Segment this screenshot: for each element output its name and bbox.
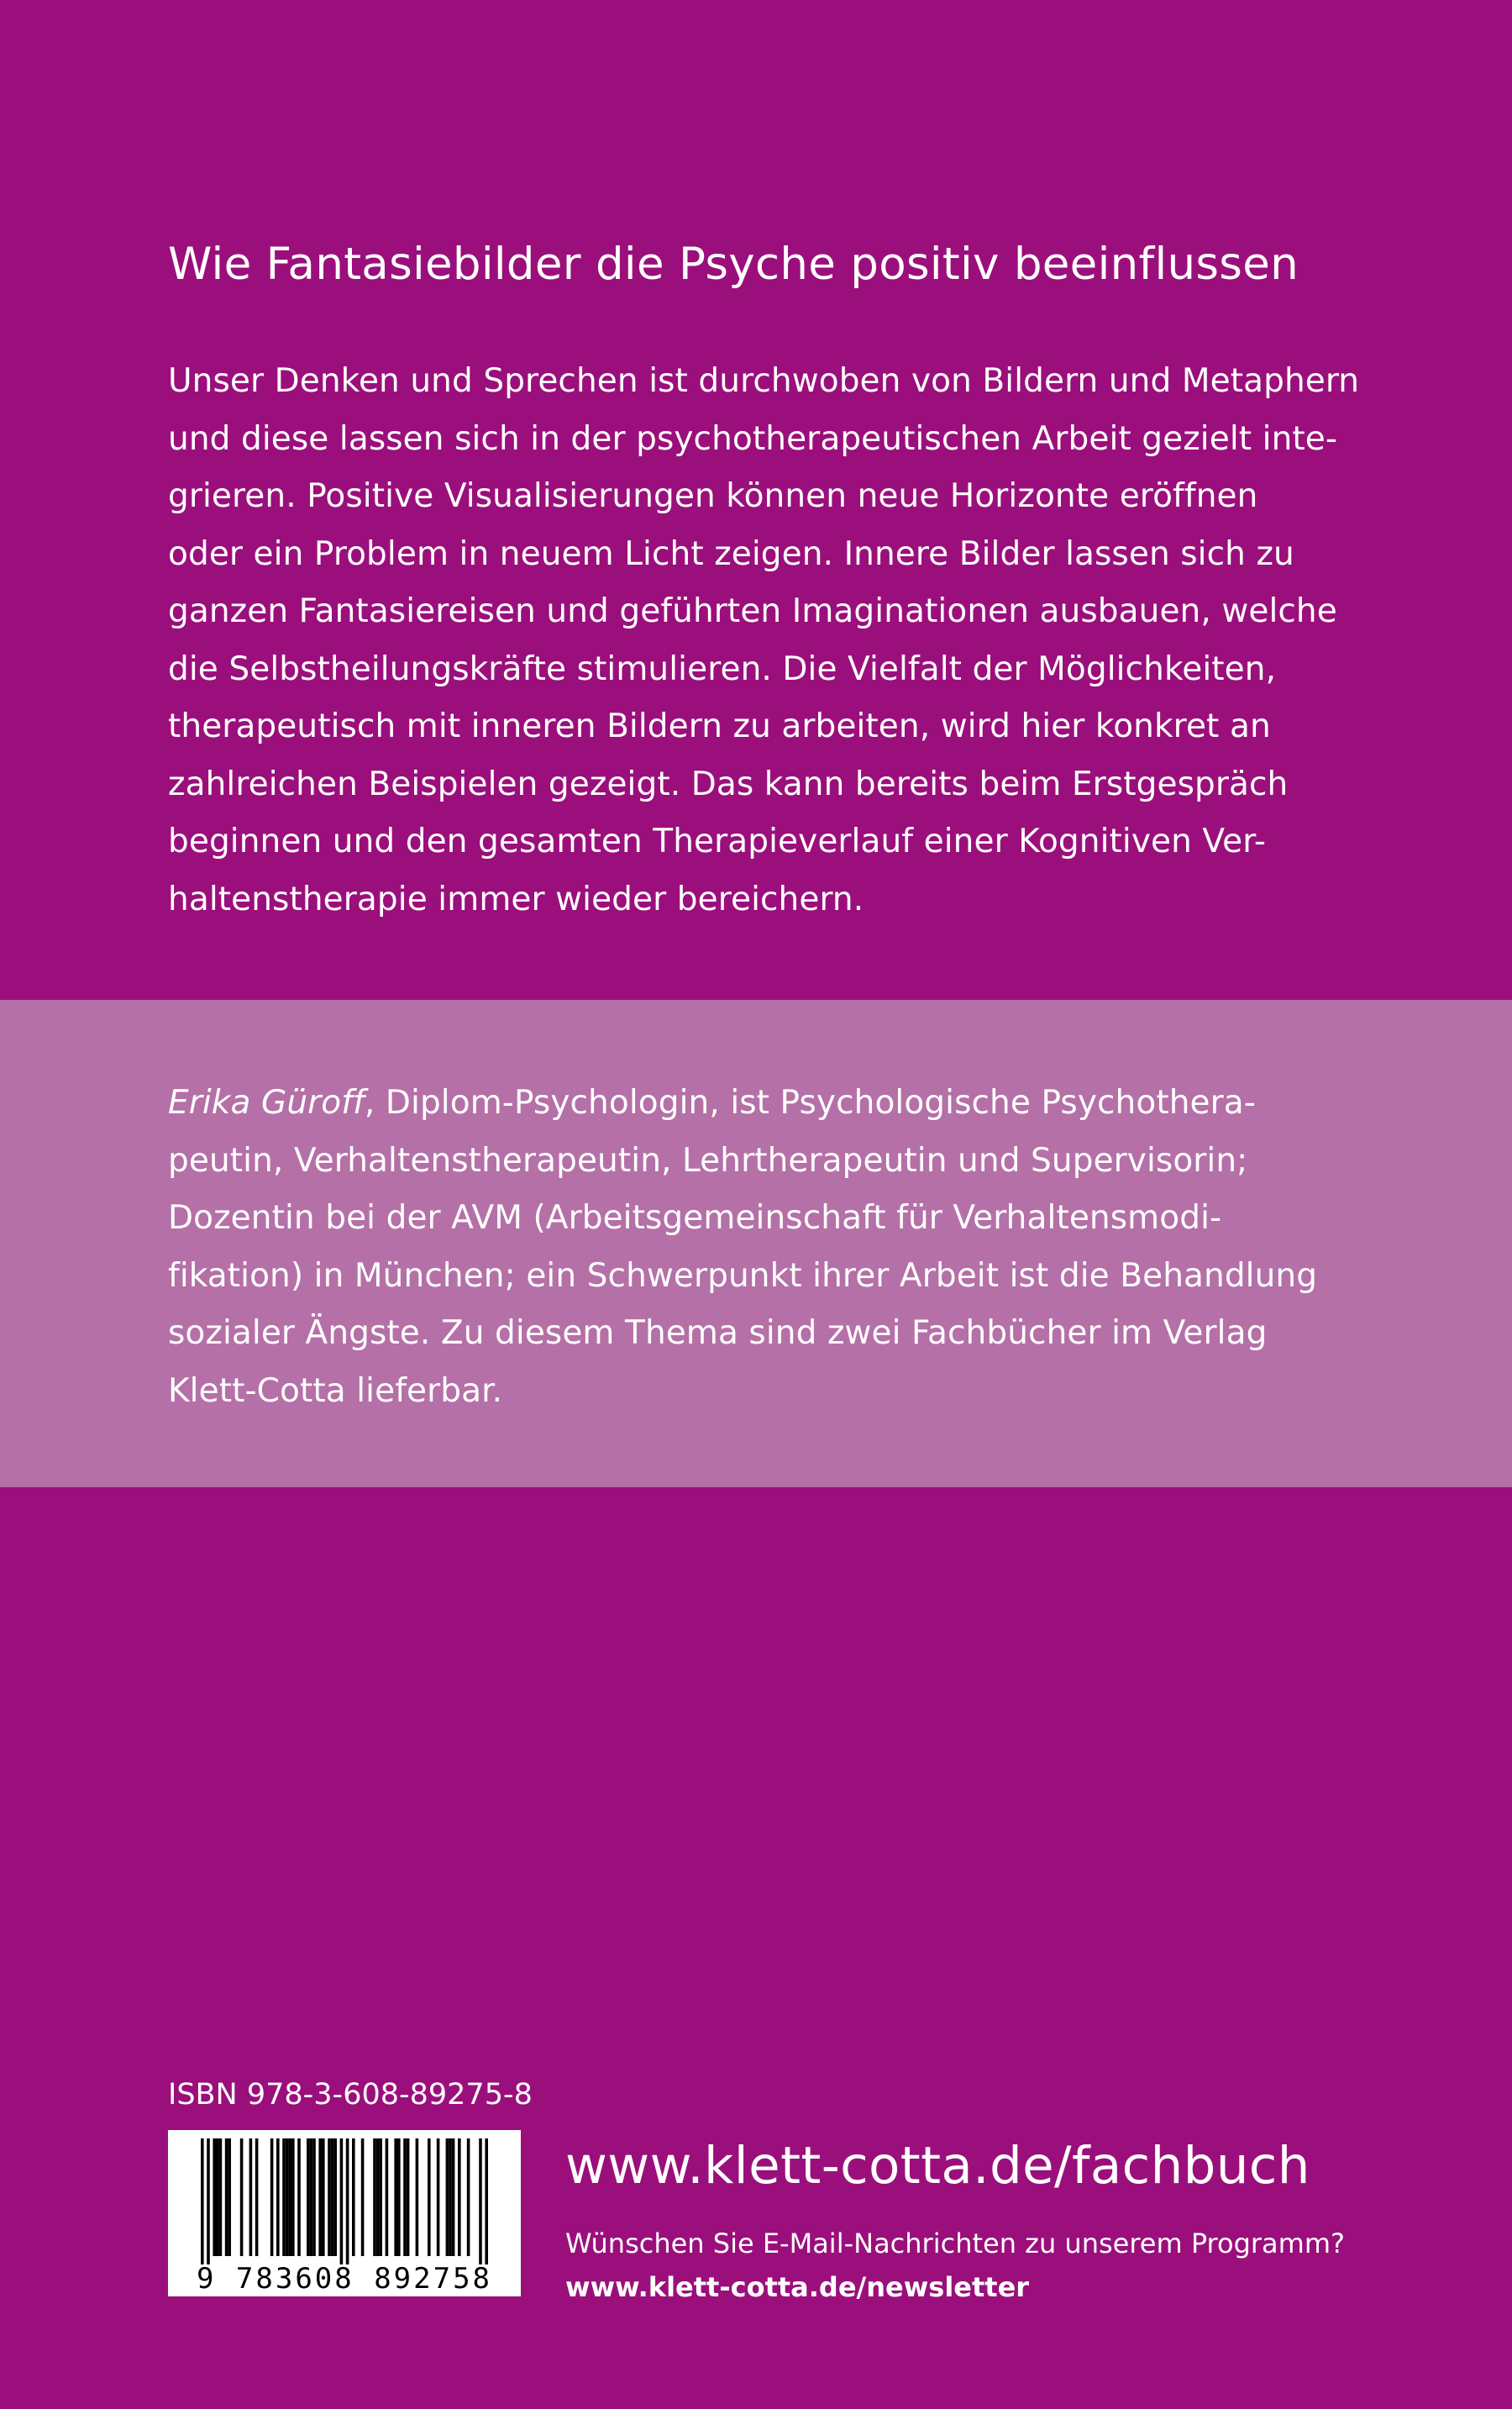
- newsletter-link[interactable]: www.klett-cotta.de/newsletter: [565, 2271, 1030, 2303]
- bio-line: Klett-Cotta lieferbar.: [168, 1371, 503, 1410]
- barcode-bar: [291, 2138, 295, 2256]
- barcode-bar: [446, 2138, 449, 2256]
- barcode-bar: [376, 2138, 380, 2256]
- blurb-line: und diese lassen sich in der psychotherapeutischen Arbeit gezielt inte-: [168, 419, 1338, 458]
- barcode-bar: [403, 2138, 407, 2256]
- author-bio: [168, 1075, 1394, 1420]
- blurb-line: grieren. Positive Visualisierungen können neue Horizonte eröffnen: [168, 477, 1258, 515]
- isbn-number: ISBN 978-3-608-89275-8: [168, 2078, 533, 2112]
- barcode-bar: [379, 2138, 382, 2256]
- barcode-bar: [386, 2138, 389, 2256]
- newsletter-question: Wünschen Sie E-Mail-Nachrichten zu unserem Programm?: [565, 2228, 1345, 2259]
- barcode-bar: [318, 2138, 322, 2256]
- barcode-bar: [213, 2138, 216, 2256]
- barcode-bar: [346, 2138, 349, 2264]
- barcode-graphic: [168, 2130, 521, 2296]
- barcode-bar: [352, 2138, 355, 2256]
- barcode-bar: [479, 2138, 482, 2264]
- barcode-bar: [485, 2138, 488, 2264]
- barcode-bar: [219, 2138, 223, 2256]
- barcode-bar: [458, 2138, 461, 2256]
- barcode-bar: [437, 2138, 440, 2256]
- barcode-bar: [225, 2138, 228, 2256]
- barcode-bar: [216, 2138, 219, 2256]
- barcode-bar: [340, 2138, 344, 2264]
- bio-line: fikation) in München; ein Schwerpunkt ihrer Arbeit ist die Behandlung: [168, 1256, 1318, 1295]
- barcode-bar: [322, 2138, 325, 2256]
- blurb-line: oder ein Problem in neuem Licht zeigen. Innere Bilder lassen sich zu: [168, 534, 1294, 573]
- barcode-digits: 9 783608 892758: [196, 2262, 493, 2296]
- barcode-bar: [397, 2138, 401, 2256]
- headline: Wie Fantasiebilder die Psyche positiv beeinflussen: [168, 239, 1299, 290]
- blurb-text: [168, 353, 1394, 928]
- blurb-line: zahlreichen Beispielen gezeigt. Das kann bereits beim Erstgespräch: [168, 765, 1289, 803]
- bio-line: peutin, Verhaltenstherapeutin, Lehrtherapeutin und Supervisorin;: [168, 1141, 1248, 1180]
- barcode-bar: [307, 2138, 310, 2256]
- blurb-line: Unser Denken und Sprechen ist durchwoben von Bildern und Metaphern: [168, 362, 1360, 400]
- blurb-line: haltenstherapie immer wieder bereichern.: [168, 880, 864, 918]
- author-name: Erika Güroff: [168, 1084, 365, 1122]
- barcode-bar: [297, 2138, 301, 2256]
- barcode-bars: [201, 2138, 488, 2264]
- barcode-bar: [270, 2138, 274, 2256]
- barcode-bar: [394, 2138, 397, 2256]
- barcode-bar: [249, 2138, 253, 2256]
- barcode-bar: [328, 2138, 331, 2256]
- barcode: [168, 2130, 521, 2296]
- bio-first-line-rest: , Diplom-Psychologin, ist Psychologische Psychothera-: [364, 1084, 1256, 1122]
- barcode-bar: [201, 2138, 204, 2264]
- barcode-bar: [361, 2138, 365, 2256]
- barcode-bar: [288, 2138, 291, 2256]
- barcode-bar: [282, 2138, 286, 2256]
- barcode-bar: [312, 2138, 316, 2256]
- barcode-bar: [286, 2138, 289, 2256]
- barcode-bar: [276, 2138, 280, 2256]
- bio-line: [168, 1075, 1394, 1133]
- barcode-bar: [373, 2138, 376, 2256]
- blurb-line: therapeutisch mit inneren Bildern zu arbeiten, wird hier konkret an: [168, 707, 1271, 745]
- barcode-bar: [416, 2138, 419, 2256]
- blurb-line: beginnen und den gesamten Therapieverlauf einer Kognitiven Ver-: [168, 823, 1267, 860]
- website-link[interactable]: www.klett-cotta.de/fachbuch: [565, 2136, 1310, 2196]
- barcode-bar: [207, 2138, 210, 2264]
- barcode-bar: [255, 2138, 259, 2256]
- barcode-bar: [449, 2138, 452, 2256]
- blurb-line: die Selbstheilungskräfte stimulieren. Die Vielfalt der Möglichkeiten,: [168, 650, 1277, 688]
- barcode-bar: [240, 2138, 244, 2256]
- barcode-bar: [228, 2138, 231, 2256]
- bio-line: sozialer Ängste. Zu diesem Thema sind zwei Fachbücher im Verlag: [168, 1314, 1268, 1352]
- barcode-bar: [467, 2138, 470, 2256]
- barcode-bar: [428, 2138, 431, 2256]
- barcode-bar: [310, 2138, 313, 2256]
- bio-line: Dozentin bei der AVM (Arbeitsgemeinschaft für Verhaltensmodi-: [168, 1199, 1222, 1237]
- barcode-bar: [331, 2138, 334, 2256]
- barcode-bar: [452, 2138, 455, 2256]
- blurb-line: ganzen Fantasiereisen und geführten Imaginationen ausbauen, welche: [168, 592, 1337, 630]
- barcode-bar: [333, 2138, 337, 2256]
- barcode-bar: [407, 2138, 410, 2256]
